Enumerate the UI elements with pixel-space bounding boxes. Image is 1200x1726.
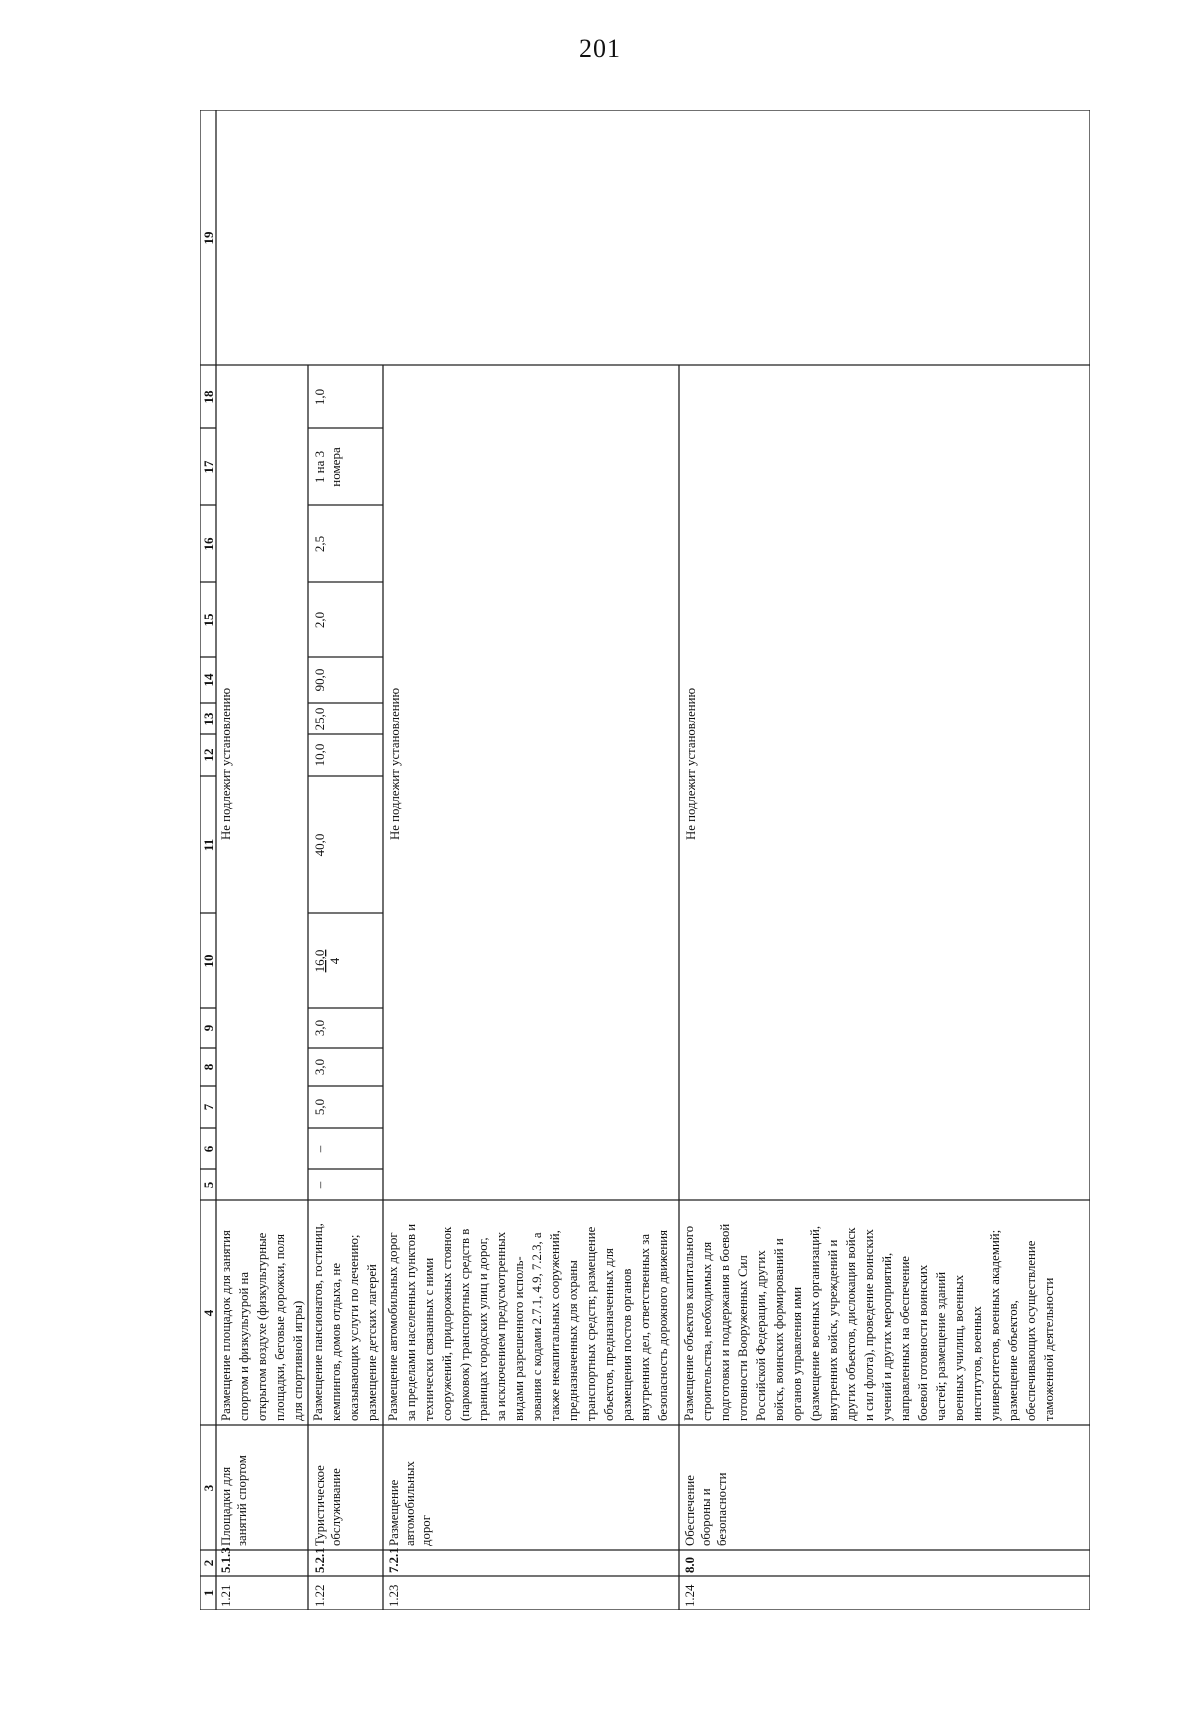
row-description-line: (парковок) транспортных средств в xyxy=(458,1228,472,1421)
value-cell-denominator: 4 xyxy=(327,957,342,965)
row-description-line: видами разрешенного исполь- xyxy=(512,1256,526,1421)
row-code: 8.0 xyxy=(683,1557,697,1573)
row-description-line: открытом воздухе (физкультурные xyxy=(255,1232,269,1421)
row-description-line: оказывающих услуги по лечению; xyxy=(347,1234,361,1421)
value-cell-line: номера xyxy=(328,447,343,487)
header-cell: 2 xyxy=(201,1559,216,1567)
header-cell: 7 xyxy=(201,1103,216,1111)
header-cell: 10 xyxy=(201,954,216,968)
not-applicable-text: Не подлежит установлению xyxy=(219,687,233,840)
row-description-line: боевой готовности воинских xyxy=(916,1264,930,1421)
row-description-line: размещение объектов, xyxy=(1006,1300,1020,1421)
row-description-line: транспортных средств; размещение xyxy=(584,1226,598,1421)
row-description-line: сооружений, придорожных стоянок xyxy=(440,1226,454,1421)
row-name-line: Площадки для xyxy=(219,1466,233,1546)
value-cell: 5,0 xyxy=(312,1098,327,1116)
row-description-line: (размещение военных организаций, xyxy=(808,1225,822,1421)
row-description-line: размещения постов органов xyxy=(620,1268,634,1421)
land-use-regulations-table xyxy=(200,110,1090,1610)
header-cell: 8 xyxy=(201,1063,216,1071)
value-cell: – xyxy=(312,1145,327,1153)
header-cell: 11 xyxy=(201,838,216,852)
row-description-line: Размещение площадок для занятия xyxy=(219,1230,233,1421)
row-description-line: войск, воинских формирований и xyxy=(772,1238,786,1421)
row-name-line: Обеспечение xyxy=(683,1475,697,1546)
header-cell: 6 xyxy=(201,1145,216,1153)
header-cell: 17 xyxy=(201,460,216,474)
row-description-line: объектов, предназначенных для xyxy=(602,1248,616,1421)
value-cell: 3,0 xyxy=(312,1019,327,1037)
row-description-line: кемпингов, домов отдыха, не xyxy=(329,1263,343,1421)
row-name-line: безопасности xyxy=(715,1472,729,1546)
header-cell: 18 xyxy=(201,390,216,404)
row-description-line: университетов, военных академий; xyxy=(988,1229,1002,1421)
row-description-line: Размещение пансионатов, гостиниц, xyxy=(311,1223,325,1421)
row-name-line: занятий спортом xyxy=(235,1455,249,1546)
row-number: 1.22 xyxy=(313,1584,327,1607)
row-description-line: технически связанных с ними xyxy=(422,1257,436,1421)
row-description-line: внутренних войск, учреждений и xyxy=(826,1239,840,1421)
row-description-line: спортом и физкультурой на xyxy=(237,1271,251,1421)
row-description-line: учений и других мероприятий, xyxy=(880,1252,894,1421)
row-number: 1.21 xyxy=(219,1584,233,1607)
value-cell: 2,5 xyxy=(312,535,327,553)
row-description-line: размещение детских лагерей xyxy=(365,1264,379,1421)
row-code: 5.1.3 xyxy=(219,1547,233,1573)
row-description-line: площадки, беговые дорожки, поля xyxy=(273,1233,287,1421)
value-cell: 25,0 xyxy=(312,707,327,731)
header-cell: 5 xyxy=(201,1181,216,1189)
header-cell: 12 xyxy=(201,748,216,762)
value-cell: 40,0 xyxy=(312,833,327,857)
row-description-line: частей; размещение зданий xyxy=(934,1271,948,1421)
row-name-line: дорог xyxy=(419,1515,433,1546)
row-name-line: обороны и xyxy=(699,1488,713,1546)
rotated-table-container xyxy=(200,110,1090,1610)
row-description-line: также некапитальных сооружений, xyxy=(548,1230,562,1421)
header-cell: 16 xyxy=(201,537,216,551)
row-number: 1.24 xyxy=(683,1584,697,1607)
value-cell: 3,0 xyxy=(312,1058,327,1076)
table-row xyxy=(386,688,670,1607)
header-cell: 14 xyxy=(201,673,216,687)
row-description-line: границах городских улиц и дорог, xyxy=(476,1237,490,1421)
row-description-line: направленных на обеспечение xyxy=(898,1256,912,1421)
row-number: 1.23 xyxy=(387,1584,401,1607)
row-description-line: готовности Вооруженных Сил xyxy=(736,1255,750,1421)
not-applicable-text: Не подлежит установлению xyxy=(684,687,698,840)
row-code: 7.2.1 xyxy=(387,1547,401,1573)
not-applicable-text: Не подлежит установлению xyxy=(388,687,402,840)
header-cell: 9 xyxy=(201,1024,216,1032)
row-description-line: военных училищ, военных xyxy=(952,1274,966,1421)
row-description-line: и сил флота), проведение воинских xyxy=(862,1229,876,1421)
row-name-line: Размещение xyxy=(387,1479,401,1546)
value-cell: 1,0 xyxy=(312,388,327,406)
row-description-line: органов управления ими xyxy=(790,1286,804,1421)
row-description-line: подготовки и поддержания в боевой xyxy=(718,1223,732,1421)
value-cell: 10,0 xyxy=(312,743,327,767)
table-row xyxy=(219,688,305,1607)
value-cell: 2,0 xyxy=(312,611,327,629)
header-cell: 19 xyxy=(201,231,216,245)
row-description-line: Размещение автомобильных дорог xyxy=(386,1232,400,1421)
page-number: 201 xyxy=(579,34,621,63)
row-description-line: обеспечивающих осуществление xyxy=(1024,1240,1038,1421)
row-description-line: зования с кодами 2.7.1, 4.9, 7.2.3, а xyxy=(530,1232,544,1421)
value-cell-line: 1 на 3 xyxy=(312,450,327,484)
header-cell: 1 xyxy=(201,1589,216,1597)
row-description-line: строительства, необходимых для xyxy=(700,1241,714,1421)
row-name-line: обслуживание xyxy=(329,1468,343,1546)
row-name-line: автомобильных xyxy=(403,1461,417,1546)
table-row xyxy=(682,688,1056,1607)
row-description-line: для спортивной игры) xyxy=(291,1300,305,1421)
row-description-line: за пределами населенных пунктов и xyxy=(404,1223,418,1421)
value-cell: – xyxy=(312,1181,327,1189)
table-row xyxy=(311,389,379,1607)
value-cell-numerator: 16,0 xyxy=(312,949,327,973)
row-description-line: других объектов, дислокация войск xyxy=(844,1227,858,1421)
row-description-line: таможенной деятельности xyxy=(1042,1277,1056,1421)
value-cell: 90,0 xyxy=(312,668,327,692)
row-description-line: за исключением предусмотренных xyxy=(494,1231,508,1421)
row-description-line: безопасность дорожного движения xyxy=(656,1230,670,1421)
header-cell: 3 xyxy=(201,1484,216,1492)
row-name-line: Туристическое xyxy=(313,1465,327,1546)
header-cell: 13 xyxy=(201,712,216,726)
row-description-line: предназначенных для охраны xyxy=(566,1260,580,1421)
row-description-line: Российской Федерации, других xyxy=(754,1250,768,1421)
row-description-line: институтов, военных xyxy=(970,1306,984,1421)
row-description-line: Размещение объектов капитального xyxy=(682,1225,696,1421)
row-description-line: внутренних дел, ответственных за xyxy=(638,1234,652,1421)
row-code: 5.2.1 xyxy=(313,1547,327,1573)
header-cell: 4 xyxy=(201,1309,216,1317)
header-cell: 15 xyxy=(201,613,216,627)
